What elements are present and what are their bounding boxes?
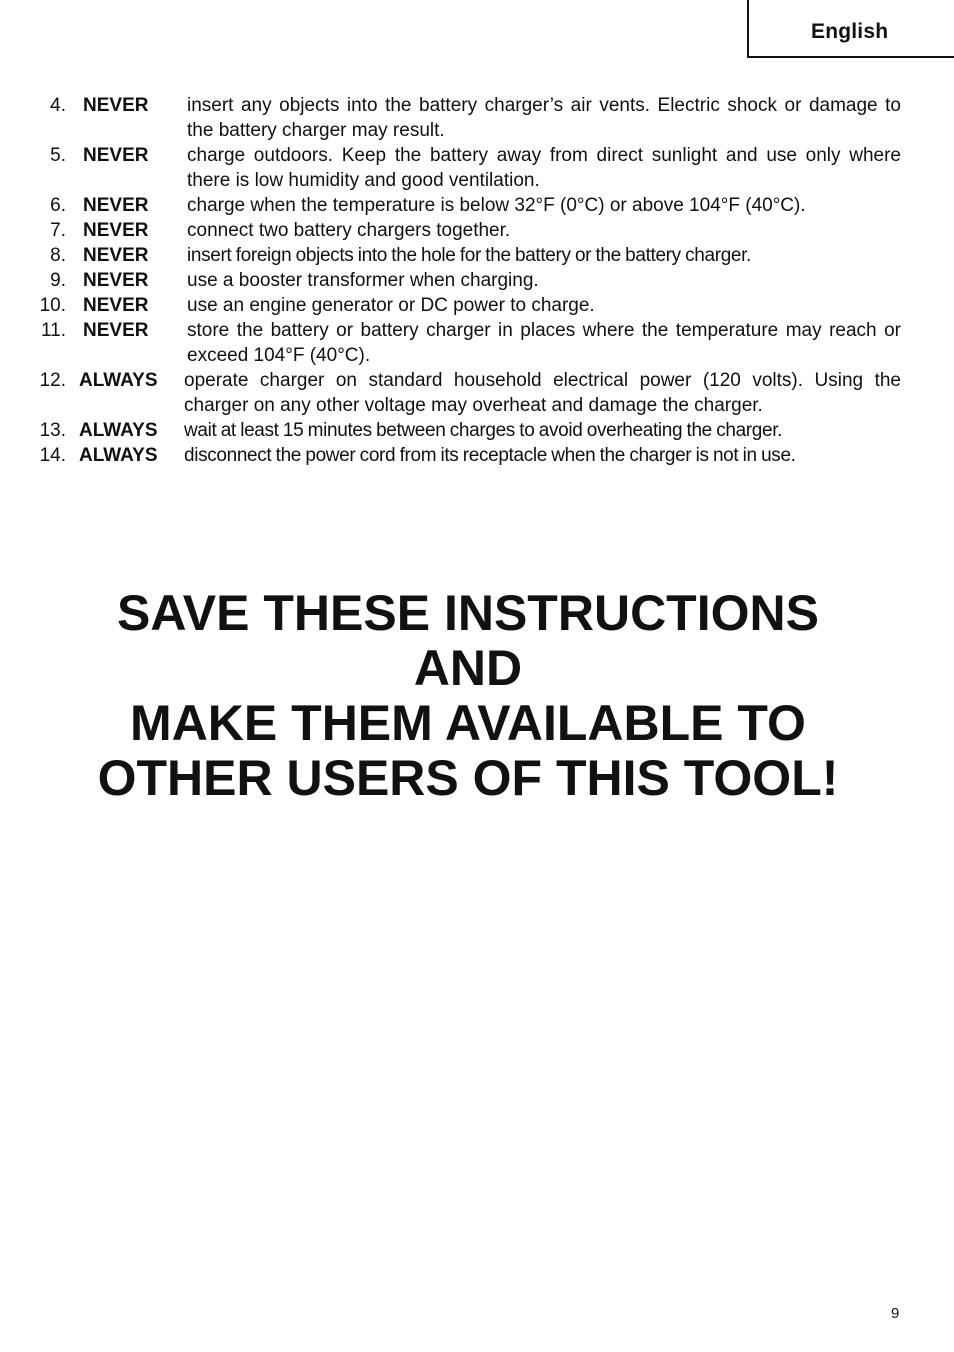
item-text: disconnect the power cord from its receptacle when the charger is not in use. [184,445,796,466]
safety-instructions-list [0,93,954,468]
item-keyword: ALWAYS [79,420,158,441]
item-keyword: ALWAYS [79,370,158,391]
item-keyword: NEVER [83,245,149,266]
item-text: store the battery or battery charger in places where the temperature may reach or exceed 104°F (40°C). [187,320,901,366]
item-number: 9. [50,270,66,291]
item-keyword: NEVER [83,195,149,216]
list-item [0,268,954,293]
item-text: connect two battery chargers together. [187,220,511,241]
item-keyword: NEVER [83,295,149,316]
item-text: charge when the temperature is below 32°F (0°C) or above 104°F (40°C). [187,195,806,216]
item-number: 8. [50,245,66,266]
item-keyword: NEVER [83,320,149,341]
item-keyword: NEVER [83,145,149,166]
item-keyword: NEVER [83,220,149,241]
list-item [0,218,954,243]
item-number: 11. [40,320,66,341]
notice-line: AND [413,640,523,696]
item-text: insert any objects into the battery charger’s air vents. Electric shock or damage to the battery charger may result. [187,95,901,141]
item-number: 10. [39,295,66,316]
item-number: 5. [50,145,66,166]
item-text: use a booster transformer when charging. [187,270,539,291]
list-item [0,443,954,468]
list-item [0,418,954,443]
item-text: operate charger on standard household electrical power (120 volts). Using the charger on any other voltage may overheat and damage the charger. [184,370,901,416]
item-number: 13. [39,420,66,441]
list-item [0,368,954,418]
item-text: use an engine generator or DC power to charge. [187,295,595,316]
list-item [0,93,954,143]
item-keyword: ALWAYS [79,445,158,466]
notice-line: SAVE THESE INSTRUCTIONS [117,585,819,641]
notice-line: MAKE THEM AVAILABLE TO [130,695,806,751]
item-number: 7. [50,220,66,241]
item-number: 14. [39,445,66,466]
save-instructions-notice [0,586,936,806]
list-item [0,293,954,318]
item-number: 4. [50,95,66,116]
language-label: English [811,20,889,43]
item-keyword: NEVER [83,95,149,116]
list-item [0,143,954,193]
item-number: 12. [39,370,66,391]
list-item [0,193,954,218]
list-item [0,318,954,368]
language-tab [747,0,954,58]
list-item [0,243,954,268]
item-text: wait at least 15 minutes between charges to avoid overheating the charger. [184,420,783,441]
item-keyword: NEVER [83,270,149,291]
item-number: 6. [50,195,66,216]
page-number: 9 [891,1305,900,1322]
notice-line: OTHER USERS OF THIS TOOL! [97,750,839,806]
item-text: insert foreign objects into the hole for the battery or the battery charger. [187,245,751,266]
item-text: charge outdoors. Keep the battery away from direct sunlight and use only where there is low humidity and good ventilation. [187,145,901,191]
